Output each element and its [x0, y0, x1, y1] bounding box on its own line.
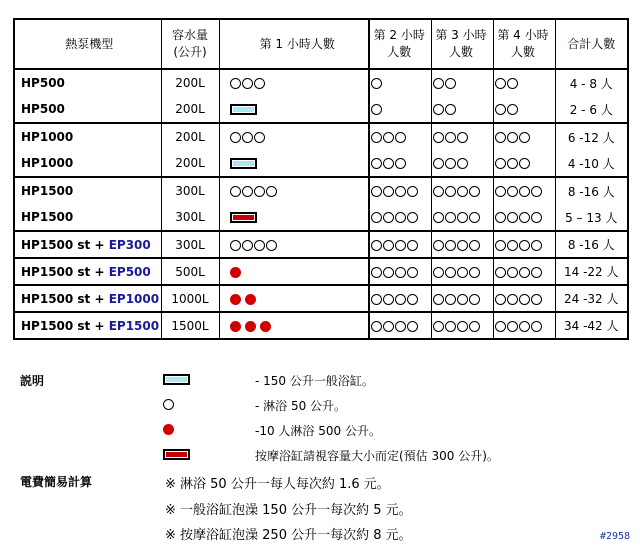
- model-name: HP1500: [21, 210, 74, 224]
- model-name: HP1500 st +: [21, 291, 109, 306]
- total-value: 34 -42 人: [564, 319, 619, 333]
- header-second-hour: 第 2 小時 人數: [369, 19, 431, 69]
- legend-text: -10 人淋浴 500 公升。: [255, 424, 381, 438]
- massage-tub-icon: [163, 449, 190, 460]
- total-value: 2 - 6 人: [569, 102, 613, 117]
- total-value: 24 -32 人: [564, 292, 619, 306]
- header-third-hour: 第 3 小時 人數: [431, 19, 493, 69]
- model-extension: EP500: [108, 264, 151, 279]
- capacity-value: 200L: [175, 156, 205, 170]
- model-extension: EP1000: [108, 291, 160, 306]
- model-name: HP1500 st +: [21, 318, 109, 333]
- capacity-value: 1500L: [171, 318, 209, 333]
- capacity-value: 300L: [175, 237, 205, 252]
- capacity-value: 1000L: [171, 291, 209, 306]
- model-extension: EP300: [108, 237, 151, 252]
- legend-text: 按摩浴缸請視容量大小而定(預估 300 公升)。: [255, 449, 499, 463]
- capacity-value: 300L: [175, 210, 205, 224]
- model-name: HP1500: [21, 184, 74, 198]
- header-model: 熱泵機型: [14, 19, 161, 69]
- cost-row-3: [0, 522, 640, 542]
- legend-text: - 150 公升一般浴缸。: [255, 374, 374, 388]
- bathtub-icon: [163, 374, 190, 385]
- cost-title: 電費簡易計算: [20, 475, 93, 489]
- total-value: 8 -16 人: [567, 238, 615, 252]
- header-fourth-hour: 第 4 小時 人數: [493, 19, 555, 69]
- legend-row-tub: [0, 370, 640, 390]
- header-first-hour: 第 1 小時人數: [219, 19, 369, 69]
- total-value: 4 - 8 人: [569, 76, 613, 91]
- model-name: HP1000: [21, 156, 74, 170]
- capacity-value: 200L: [175, 76, 205, 90]
- capacity-value: 200L: [175, 102, 205, 116]
- total-value: 14 -22 人: [564, 265, 619, 279]
- cost-note: ※ 按摩浴缸泡澡 250 公升一每次約 8 元。: [165, 528, 412, 543]
- legend-row-dot: [0, 420, 640, 440]
- legend-row-circle: [0, 395, 640, 415]
- model-name: HP1500 st +: [21, 264, 109, 279]
- model-name: HP1500 st +: [21, 237, 109, 252]
- cost-note: ※ 淋浴 50 公升一每人每次約 1.6 元。: [165, 477, 390, 492]
- model-extension: EP1500: [108, 318, 160, 333]
- cost-row-1: [0, 471, 640, 491]
- page-code: #2958: [600, 531, 631, 542]
- capacity-value: 200L: [175, 130, 205, 144]
- legend-text: - 淋浴 50 公升。: [255, 399, 347, 413]
- total-value: 4 -10 人: [567, 156, 615, 171]
- legend-row-spa: [0, 445, 640, 465]
- red-dot-icon: [163, 424, 174, 435]
- legend-title: 説明: [20, 374, 45, 388]
- model-name: HP1000: [21, 130, 74, 144]
- model-name: HP500: [21, 76, 65, 90]
- total-value: 5 – 13 人: [565, 210, 618, 225]
- total-value: 6 -12 人: [567, 130, 615, 145]
- header-total: 合計人數: [555, 19, 628, 69]
- cost-note: ※ 一般浴缸泡澡 150 公升一每次約 5 元。: [165, 503, 412, 518]
- cost-row-2: [0, 497, 640, 517]
- header-capacity: 容水量 (公升): [161, 19, 219, 69]
- total-value: 8 -16 人: [567, 184, 615, 199]
- shower-circle-icon: [163, 399, 174, 410]
- capacity-value: 500L: [175, 264, 205, 279]
- capacity-value: 300L: [175, 184, 205, 198]
- model-name: HP500: [21, 102, 65, 116]
